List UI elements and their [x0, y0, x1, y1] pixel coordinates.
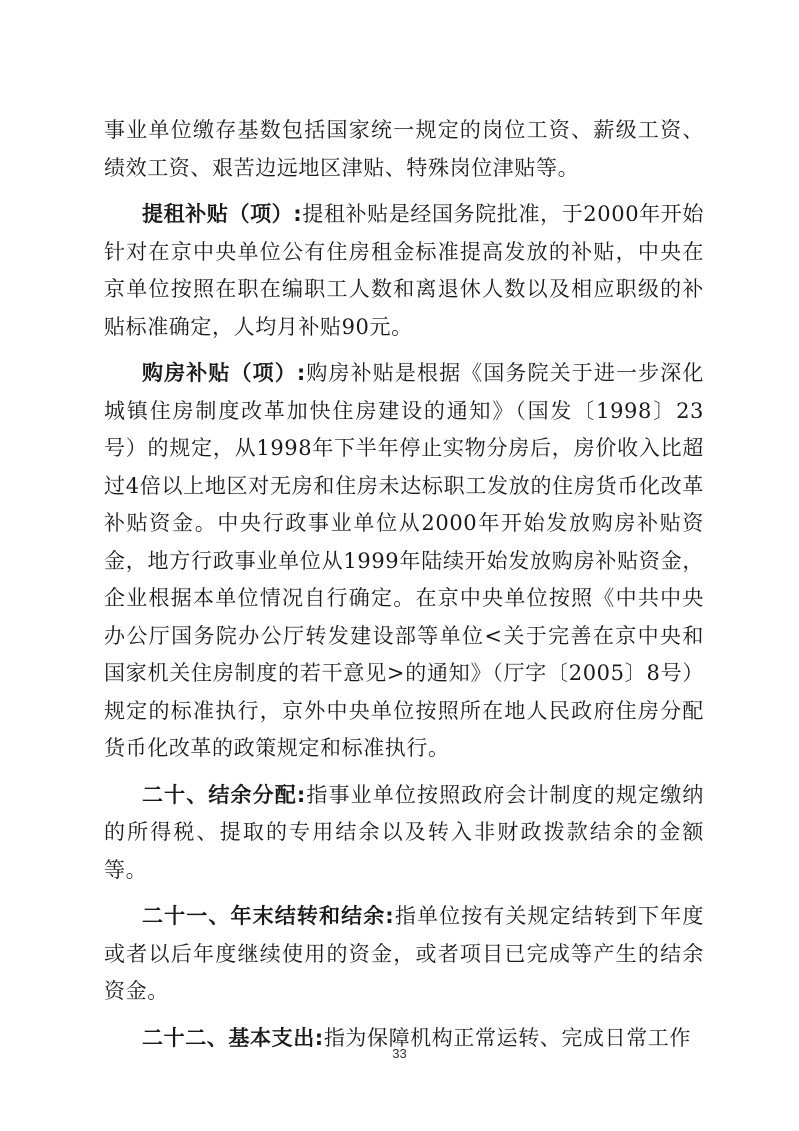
paragraph-contribution-base [104, 112, 704, 187]
paragraph-body: 指事业单位按照政府会计制度的规定缴纳的所得税、提取的专用结余以及转入非财政拨款结余的金额等。 [104, 782, 704, 882]
paragraph-heading: 购房补贴（项）: [142, 361, 306, 385]
paragraph-year-end-carryover [104, 898, 704, 1011]
paragraph-heading: 二十、结余分配: [142, 782, 306, 807]
paragraph-rent-subsidy [104, 196, 704, 346]
paragraph-heading: 提租补贴（项）: [142, 202, 303, 226]
paragraph-body: 购房补贴是根据《国务院关于进一步深化城镇住房制度改革加快住房建设的通知》（国发〔1998〕23号）的规定，从1998年下半年停止实物分房后，房价收入比超过4倍以上地区对无房和住房未达标职工发放的住房货币化改革补贴资金。中央行政事业单位从2000年开始发放购房补贴资金，地方行政事业单位从1999年陆续开始发放购房补贴资金，企业根据本单位情况自行确定。在京中央单位按照《中共中央办公厅国务院办公厅转发建设部等单位<关于完善在京中央和国家机关住房制度的若干意见>的通知》（厅字〔2005〕8号）规定的标准执行，京外中央单位按照所在地人民政府住房分配货币化改革的政策规定和标准执行。 [104, 361, 704, 760]
body-text [104, 112, 704, 1066]
paragraph-purchase-subsidy [104, 355, 704, 768]
paragraph-surplus-distribution [104, 777, 704, 890]
paragraph-body: 提租补贴是经国务院批准，于2000年开始针对在京中央单位公有住房租金标准提高发放的补贴，中央在京单位按照在职在编职工人数和离退休人数以及相应职级的补贴标准确定，人均月补贴90元。 [104, 202, 704, 339]
paragraph-body: 指单位按有关规定结转到下年度或者以后年度继续使用的资金，或者项目已完成等产生的结余资金。 [104, 904, 704, 1003]
paragraph-body: 指为保障机构正常运转、完成日常工作 [323, 1025, 692, 1050]
paragraph-heading: 二十一、年末结转和结余: [142, 904, 395, 928]
paragraph-heading: 二十二、基本支出: [142, 1025, 324, 1050]
page-number: 33 [392, 1046, 407, 1061]
paragraph-body: 事业单位缴存基数包括国家统一规定的岗位工资、薪级工资、绩效工资、艰苦边远地区津贴、特殊岗位津贴等。 [104, 118, 704, 180]
